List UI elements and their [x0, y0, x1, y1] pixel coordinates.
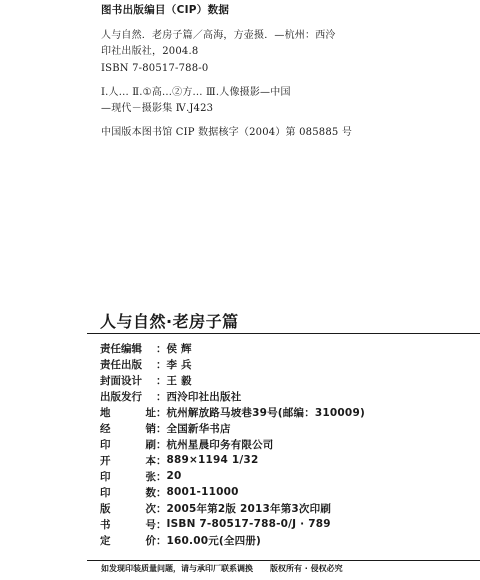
detail-row-print-run [100, 484, 365, 500]
divider [87, 560, 480, 561]
detail-label: 责任编辑 [100, 342, 142, 355]
detail-row-publisher [100, 388, 365, 404]
detail-colon: ： [156, 390, 167, 403]
detail-value: 160.00元(全四册) [166, 534, 262, 547]
detail-label: 开本 [100, 454, 156, 467]
detail-label: 封面设计 [100, 374, 142, 387]
divider [87, 333, 480, 334]
detail-colon: ： [156, 454, 167, 467]
detail-value: 全国新华书店 [166, 422, 231, 435]
detail-value: 侯 辉 [166, 342, 192, 355]
detail-value: 889×1194 1/32 [166, 454, 259, 466]
detail-colon: ： [156, 358, 167, 371]
cip-classification-line: —现代－摄影集 Ⅳ.J423 [101, 103, 214, 114]
cip-entry-line: 人与自然．老房子篇／高海，方壶摄．—杭州：西泠 [101, 30, 336, 41]
detail-label: 地址 [100, 406, 156, 419]
detail-colon: ： [156, 422, 167, 435]
detail-row-address [100, 404, 365, 420]
detail-label: 责任出版 [100, 358, 142, 371]
detail-row-isbn [100, 516, 365, 532]
copyright-notice: 版权所有 · 侵权必究 [270, 564, 343, 573]
detail-value: 王 毅 [166, 374, 192, 387]
detail-row-editor [100, 340, 365, 356]
detail-row-distributor [100, 420, 365, 436]
detail-value: 杭州解放路马坡巷39号(邮编：310009) [166, 406, 365, 419]
detail-colon: ： [156, 374, 167, 387]
detail-row-sheets [100, 468, 365, 484]
cip-heading: 图书出版编目（CIP）数据 [101, 4, 230, 16]
detail-row-printer [100, 436, 365, 452]
detail-label: 经销 [100, 422, 156, 435]
publication-details [100, 340, 365, 548]
detail-value: 8001-11000 [166, 486, 239, 498]
cip-entry-line: 印社出版社，2004.8 [101, 46, 199, 57]
detail-colon: ： [156, 534, 167, 547]
cip-record-number: 中国版本图书馆 CIP 数据核字（2004）第 085885 号 [101, 127, 353, 138]
detail-label: 出版发行 [100, 390, 142, 403]
book-title: 人与自然·老房子篇 [100, 312, 239, 331]
detail-colon: ： [156, 518, 167, 531]
detail-colon: ： [156, 438, 167, 451]
detail-label: 定价 [100, 534, 156, 547]
cip-classification-line: Ⅰ.人... Ⅱ.①高...②方... Ⅲ.人像摄影—中国 [101, 87, 291, 98]
detail-value: 杭州星晨印务有限公司 [166, 438, 274, 451]
detail-label: 印刷 [100, 438, 156, 451]
detail-label: 印张 [100, 470, 156, 483]
quality-notice: 如发现印装质量问题，请与承印厂联系调换 [101, 564, 253, 573]
detail-row-production [100, 356, 365, 372]
detail-value: ISBN 7-80517-788-0/J · 789 [166, 518, 331, 530]
detail-colon: ： [156, 470, 167, 483]
detail-value: 西泠印社出版社 [166, 390, 242, 403]
detail-label: 印数 [100, 486, 156, 499]
detail-row-cover-design [100, 372, 365, 388]
detail-colon: ： [156, 342, 167, 355]
detail-row-edition [100, 500, 365, 516]
detail-value: 李 兵 [166, 358, 192, 371]
detail-value: 20 [166, 470, 182, 482]
cip-isbn-line: ISBN 7-80517-788-0 [101, 63, 209, 74]
detail-colon: ： [156, 406, 167, 419]
detail-value: 2005年第2版 2013年第3次印刷 [166, 502, 332, 515]
detail-colon: ： [156, 486, 167, 499]
detail-label: 版次 [100, 502, 156, 515]
detail-row-price [100, 532, 365, 548]
detail-label: 书号 [100, 518, 156, 531]
detail-colon: ： [156, 502, 167, 515]
detail-row-format [100, 452, 365, 468]
